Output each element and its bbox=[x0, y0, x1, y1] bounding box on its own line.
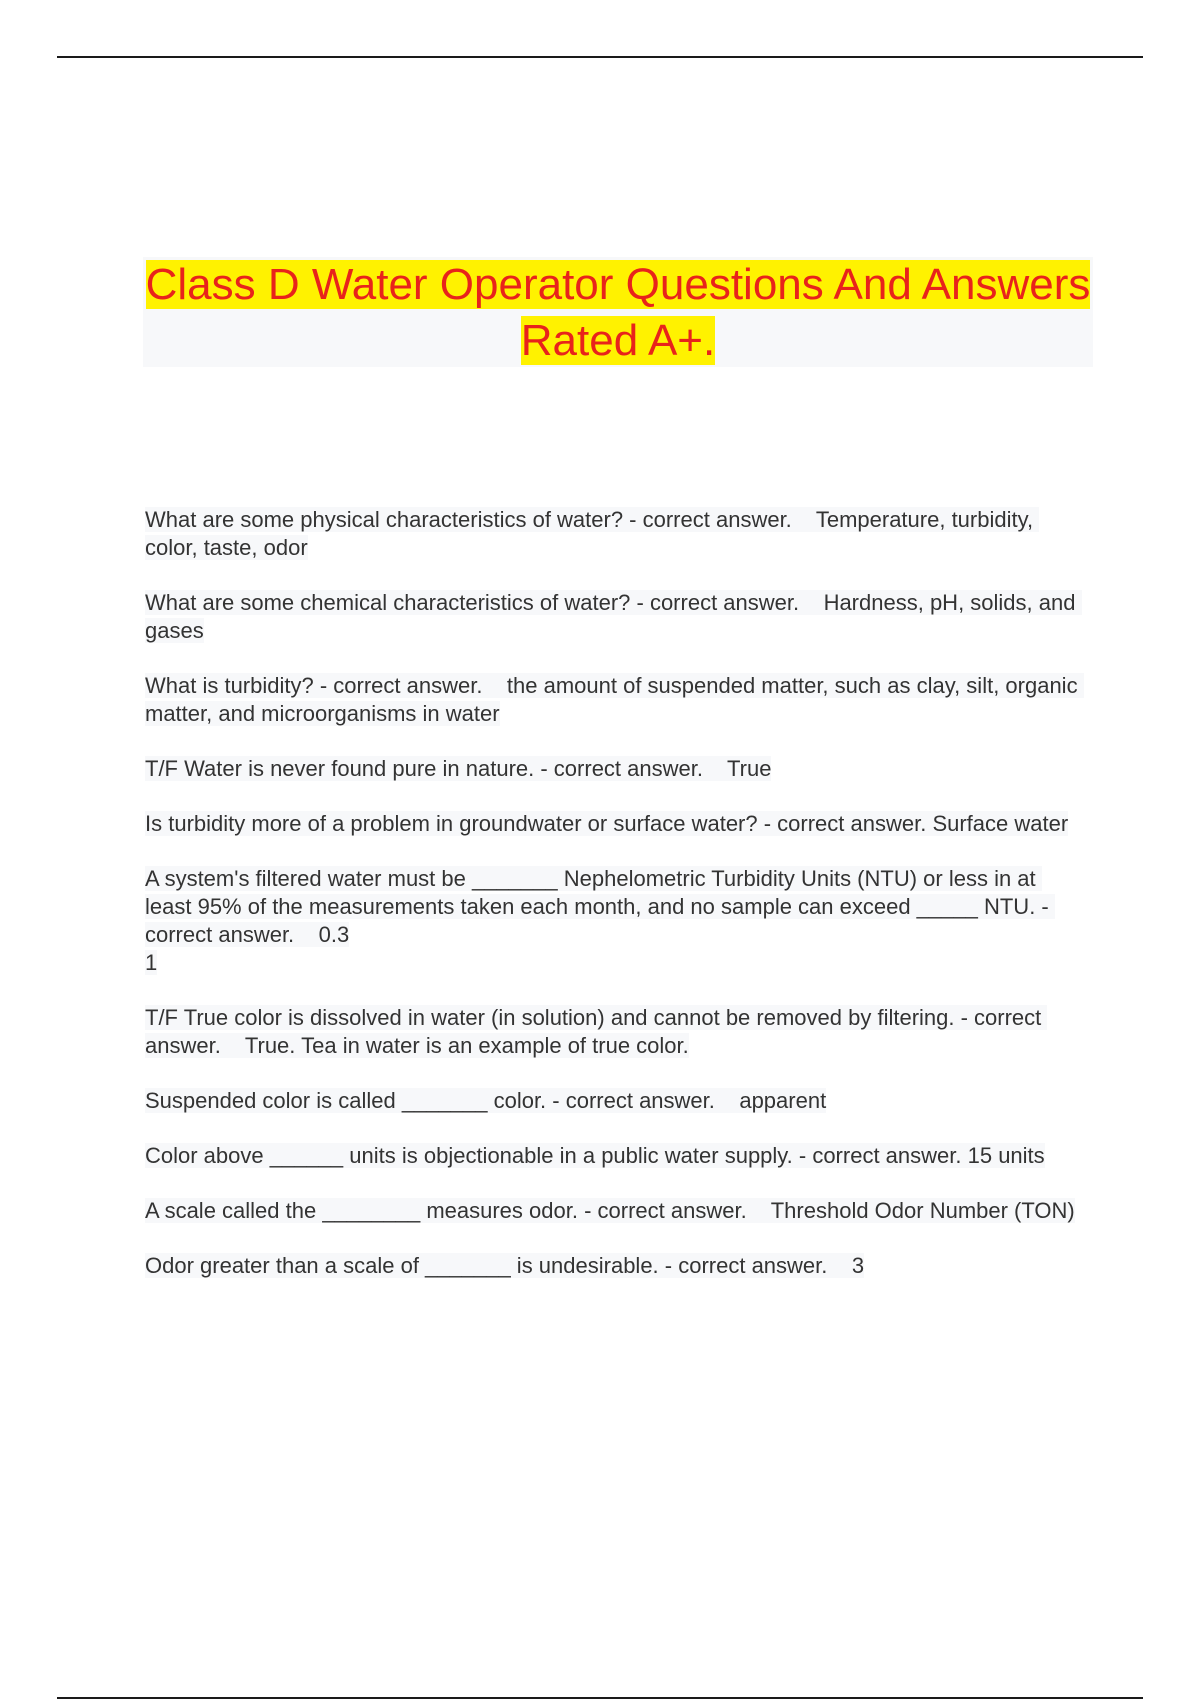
qa-item-text: What are some physical characteristics of water? - correct answer. Temperature, turbidity, color, taste, odor bbox=[145, 507, 1040, 560]
qa-item bbox=[145, 589, 1085, 645]
qa-item bbox=[145, 1197, 1085, 1225]
qa-item bbox=[145, 865, 1085, 977]
qa-list bbox=[145, 506, 1085, 1307]
qa-item bbox=[145, 810, 1085, 838]
qa-item-text: Odor greater than a scale of _______ is undesirable. - correct answer. 3 bbox=[145, 1253, 865, 1278]
qa-item bbox=[145, 1252, 1085, 1280]
top-rule bbox=[57, 56, 1143, 58]
qa-item-text: Color above ______ units is objectionable in a public water supply. - correct answer. 15 units bbox=[145, 1143, 1045, 1168]
qa-item bbox=[145, 1142, 1085, 1170]
qa-item-text: What are some chemical characteristics of water? - correct answer. Hardness, pH, solids, and gases bbox=[145, 590, 1082, 643]
qa-item-text: T/F True color is dissolved in water (in solution) and cannot be removed by filtering. - correct answer. True. Tea in water is an example of true color. bbox=[145, 1005, 1048, 1058]
title-block bbox=[143, 257, 1093, 367]
qa-item bbox=[145, 755, 1085, 783]
qa-item-text: Is turbidity more of a problem in groundwater or surface water? - correct answer. Surface water bbox=[145, 811, 1069, 836]
document-title: Class D Water Operator Questions And Answers Rated A+. bbox=[145, 260, 1091, 365]
qa-item bbox=[145, 506, 1085, 562]
qa-item bbox=[145, 1004, 1085, 1060]
qa-item-text: T/F Water is never found pure in nature. - correct answer. True bbox=[145, 756, 772, 781]
qa-item-text: A system's filtered water must be _______ Nephelometric Turbidity Units (NTU) or less in at least 95% of the measurements taken each month, and no sample can exceed _____ NTU. - correct answer. 0.3 1 bbox=[145, 866, 1055, 975]
qa-item-text: A scale called the ________ measures odor. - correct answer. Threshold Odor Number (TON) bbox=[145, 1198, 1075, 1223]
qa-item bbox=[145, 1087, 1085, 1115]
bottom-rule bbox=[57, 1697, 1143, 1699]
qa-item-text: What is turbidity? - correct answer. the amount of suspended matter, such as clay, silt, organic matter, and microorganisms in water bbox=[145, 673, 1084, 726]
qa-item-text: Suspended color is called _______ color. - correct answer. apparent bbox=[145, 1088, 827, 1113]
qa-item bbox=[145, 672, 1085, 728]
